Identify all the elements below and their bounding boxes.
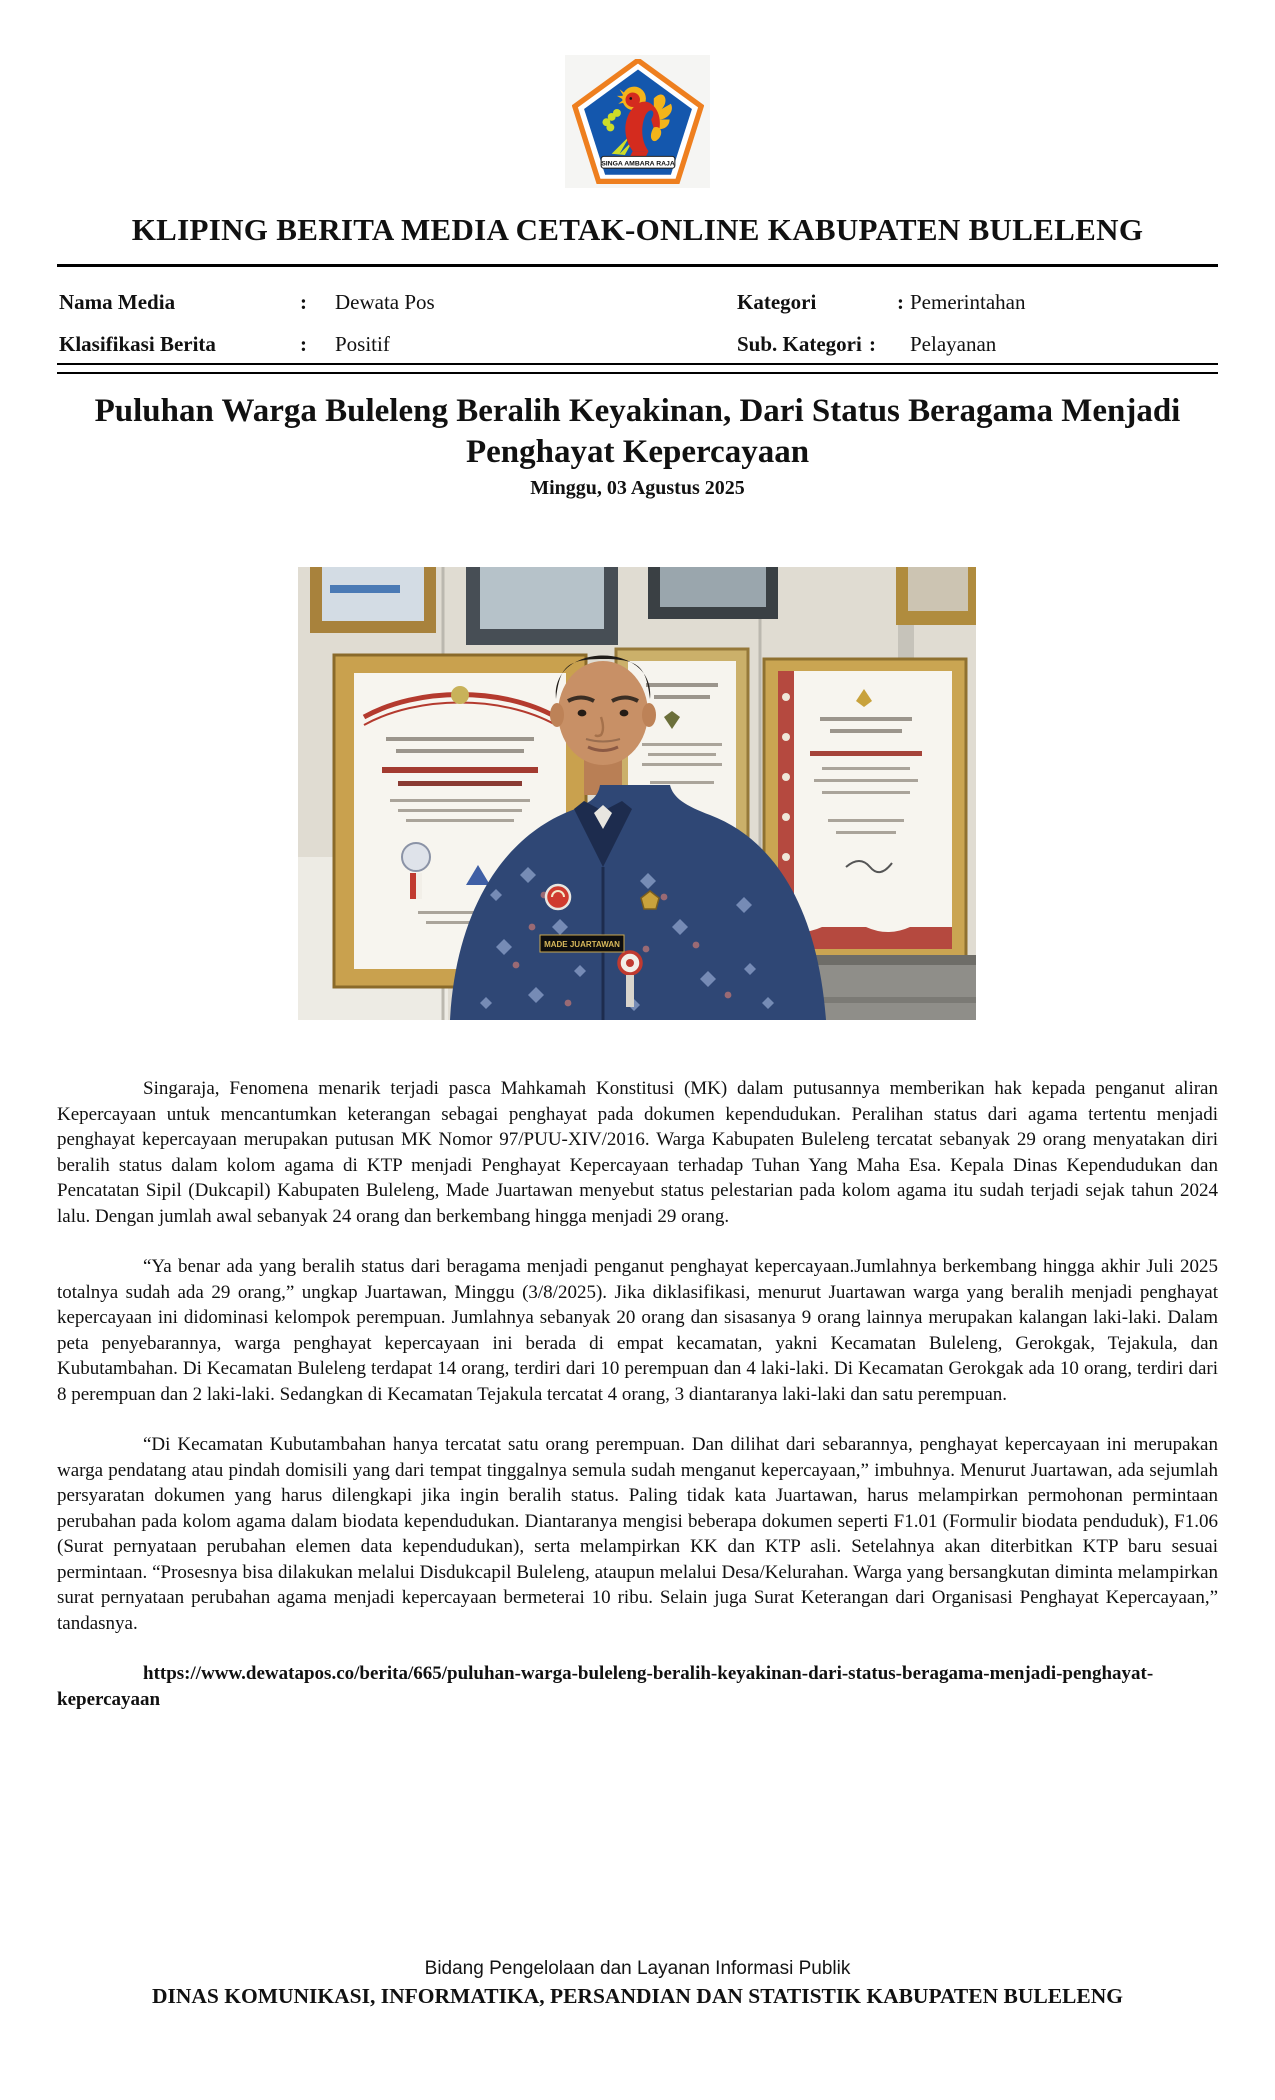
footer-dinas-line: DINAS KOMUNIKASI, INFORMATIKA, PERSANDIAN DAN STATISTIK KABUPATEN BULELENG [151, 1984, 1123, 2008]
sub-kategori-label: Sub. Kategori [737, 332, 862, 356]
sub-kategori-value: Pelayanan [910, 332, 997, 356]
separator-colon: : [897, 290, 904, 314]
separator-colon: : [300, 290, 307, 314]
metadata-divider [57, 363, 1218, 374]
name-tag-text: MADE JUARTAWAN [544, 940, 620, 949]
crest-banner [601, 156, 675, 168]
nama-media-label: Nama Media [59, 290, 176, 314]
article-title: Puluhan Warga Buleleng Beralih Keyakinan, Dari Status Beragama Menjadi Penghayat Kepercayaan [94, 393, 1181, 470]
buleleng-emblem-logo [565, 55, 710, 188]
nama-media-value: Dewata Pos [335, 290, 435, 314]
separator-colon: : [869, 332, 876, 356]
pentagon-crest-icon [572, 59, 704, 184]
article-photo [298, 567, 976, 1020]
article-title-wrap [0, 391, 1275, 473]
footer-bidang-line: Bidang Pengelolaan dan Layanan Informasi Publik [424, 1958, 851, 1979]
document-header-title: KLIPING BERITA MEDIA CETAK-ONLINE KABUPATEN BULELENG [131, 212, 1144, 247]
red-badge-pin [546, 885, 570, 909]
article-body [57, 1076, 1218, 1738]
kategori-value: Pemerintahan [910, 290, 1026, 314]
kategori-label: Kategori [737, 290, 817, 314]
photo-illustration [298, 567, 976, 1020]
metadata-table [57, 286, 1218, 364]
paragraph-3: “Di Kecamatan Kubutambahan hanya tercatat satu orang perempuan. Dan dilihat dari sebarannya, penghayat kepercayaan ini merupakan warga pendatang atau pindah domisili yang dari tempat tinggalnya semula sudah menganut kepercayaan,” imbuhnya. Menurut Juartawan, ada sejumlah persyaratan dokumen yang harus dilengkapi jika ingin beralih status. Paling tidak kata Juartawan, harus melampirkan permohonan permintaan perubahan pada kolom agama dalam biodata kependudukan. Diantaranya mengisi beberapa dokumen seperti F1.01 (Formulir biodata penduduk), F1.06 (Surat pernyataan perubahan elemen data kependudukan), serta melampirkan KK dan KTP asli. Setelahnya akan diterbitkan KTP baru sesuai permintaan. “Prosesnya bisa dilakukan melalui Disdukcapil Buleleng, ataupun melalui Desa/Kelurahan. Warga yang bersangkutan diminta melampirkan surat pernyataan perubahan agama menjadi kepercayaan bermeterai 10 ribu. Selain juga Surat Keterangan dari Organisasi Penghayat Kepercayaan,” tandasnya. [57, 1434, 1218, 1634]
article-date: Minggu, 03 Agustus 2025 [530, 477, 745, 499]
crest-banner-text: SINGA AMBARA RAJA [600, 160, 675, 168]
paragraph-1: Singaraja, Fenomena menarik terjadi pasca Mahkamah Konstitusi (MK) dalam putusannya memberikan hak kepada penganut aliran Kepercayaan untuk mencantumkan keterangan sebagai penghayat pada dokumen kependudukan. Peralihan status dari agama tertentu menjadi penghayat kepercayaan merupakan putusan MK Nomor 97/PUU-XIV/2016. Warga Kabupaten Buleleng tercatat sebanyak 29 orang menyatakan diri beralih status dalam kolom agama di KTP menjadi Penghayat Kepercayaan terhadap Tuhan Yang Maha Esa. Kepala Dinas Kependudukan dan Pencatatan Sipil (Dukcapil) Kabupaten Buleleng, Made Juartawan menyebut status pelestarian pada kolom agama itu sudah terjadi sejak tahun 2024 lalu. Dengan jumlah awal sebanyak 24 orang dan berkembang hingga menjadi 29 orang. [57, 1078, 1218, 1227]
klasifikasi-value: Positif [335, 332, 390, 356]
separator-colon: : [300, 332, 307, 356]
klasifikasi-label: Klasifikasi Berita [59, 332, 216, 356]
source-url: https://www.dewatapos.co/berita/665/puluhan-warga-buleleng-beralih-keyakinan-dari-status-beragama-menjadi-penghayat-kepercayaan [57, 1663, 1154, 1710]
paragraph-2: “Ya benar ada yang beralih status dari beragama menjadi penganut penghayat kepercayaan.Jumlahnya berkembang hingga akhir Juli 2025 totalnya sudah ada 29 orang,” ungkap Juartawan, Minggu (3/8/2025). Jika diklasifikasi, menurut Juartawan warga yang beralih menjadi penghayat kepercayaan ini didominasi kelompok perempuan. Jumlahnya sebanyak 20 orang dan sisasanya 9 orang lainnya merupakan kalangan laki-laki. Dalam peta penyebarannya, warga penghayat kepercayaan ini berada di empat kecamatan, yakni Kecamatan Buleleng, Gerokgak, Tejakula, dan Kubutambahan. Di Kecamatan Buleleng terdapat 14 orang, terdiri dari 10 perempuan dan 4 laki-laki. Di Kecamatan Gerokgak ada 10 orang, terdiri dari 8 perempuan dan 2 laki-laki. Sedangkan di Kecamatan Tejakula tercatat 4 orang, 3 diantaranya laki-laki dan satu perempuan. [57, 1256, 1218, 1405]
name-tag [540, 935, 624, 952]
header-divider [57, 264, 1218, 267]
